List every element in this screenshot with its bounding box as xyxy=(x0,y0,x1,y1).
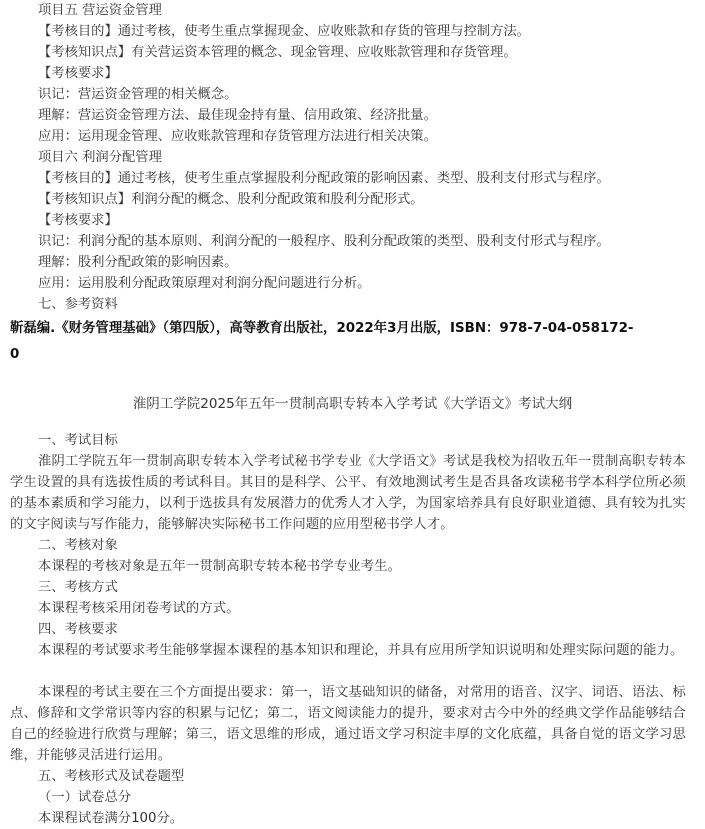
text-line: 【考核要求】 xyxy=(38,213,118,228)
paragraph: 淮阴工学院五年一贯制高职专转本入学考试秘书学专业《大学语文》考试是我校为招收五年一贯制高职专转本学生设置的具有选拔性质的考试科目。其目的是科学、公平、有效地测试考生是否具备攻读秘书学本科学位所必须的基本素质和学习能力，以利于选拔具有发展潜力的优秀人才入学，为国家培养具有良好职业道德、具有较为扎实的文字阅读与写作能力，能够解决实际秘书工作问题的应用型秘书学人才。 xyxy=(10,454,686,532)
text-line: 【考核目的】通过考核，使考生重点掌握股利分配政策的影响因素、类型、股利支付形式与程序。 xyxy=(38,171,610,186)
section-heading: 五、考核形式及试卷题型 xyxy=(38,769,185,784)
paragraph: 本课程考核采用闭卷考试的方式。 xyxy=(38,601,240,616)
section-heading: 项目六 利润分配管理 xyxy=(38,150,162,165)
text-line: 识记：利润分配的基本原则、利润分配的一般程序、股利分配政策的类型、股利支付形式与程序。 xyxy=(38,234,610,249)
text-line: 识记：营运资金管理的相关概念。 xyxy=(38,87,238,102)
section-heading: 四、考核要求 xyxy=(38,622,118,637)
section-heading: 项目五 营运资金管理 xyxy=(38,3,162,18)
paragraph: 本课程的考试主要在三个方面提出要求：第一，语文基础知识的储备，对常用的语音、汉字、词语、语法、标点、修辞和文学常识等内容的积累与记忆；第二，语文阅读能力的提升，要求对古今中外的经典文学作品能够结合自己的经验进行欣赏与理解；第三，语文思维的形成，通过语文学习积淀丰厚的文化底蕴，具备自觉的语文学习思维，并能够灵活进行运用。 xyxy=(10,685,686,763)
reference-text: 靳磊编.《财务管理基础》（第四版），高等教育出版社，2022年3月出版，ISBN：978-7-04-058172- xyxy=(10,321,634,336)
text-line: 【考核知识点】利润分配的概念、股利分配政策和股利分配形式。 xyxy=(38,192,424,207)
text-line: 【考核知识点】有关营运资本管理的概念、现金管理、应收账款管理和存货管理。 xyxy=(38,45,517,60)
paragraph: 本课程的考试要求考生能够掌握本课程的基本知识和理论，并具有应用所学知识说明和处理实际问题的能力。 xyxy=(38,643,684,658)
text-line: 应用：运用现金管理、应收账款管理和存货管理方法进行相关决策。 xyxy=(38,129,437,144)
paragraph: 本课程的考核对象是五年一贯制高职专转本秘书学专业考生。 xyxy=(38,559,402,574)
page-title: 淮阴工学院2025年五年一贯制高职专转本入学考试《大学语文》考试大纲 xyxy=(132,396,573,412)
text-line: 【考核目的】通过考核，使考生重点掌握现金、应收账款和存货的管理与控制方法。 xyxy=(38,24,530,39)
reference-text: 0 xyxy=(10,347,20,362)
text-line: 本课程试卷满分100分。 xyxy=(38,811,184,826)
text-line: 【考核要求】 xyxy=(38,66,118,81)
subsection-heading: （一）试卷总分 xyxy=(38,790,132,805)
text-line: 理解：股利分配政策的影响因素。 xyxy=(38,255,238,270)
section-heading: 一、考试目标 xyxy=(38,433,118,448)
section-heading: 七、参考资料 xyxy=(38,297,118,312)
text-line: 理解：营运资金管理方法、最佳现金持有量、信用政策、经济批量。 xyxy=(38,108,437,123)
section-heading: 二、考核对象 xyxy=(38,538,118,553)
text-line: 应用：运用股利分配政策原理对利润分配问题进行分析。 xyxy=(38,276,371,291)
section-heading: 三、考核方式 xyxy=(38,580,118,595)
